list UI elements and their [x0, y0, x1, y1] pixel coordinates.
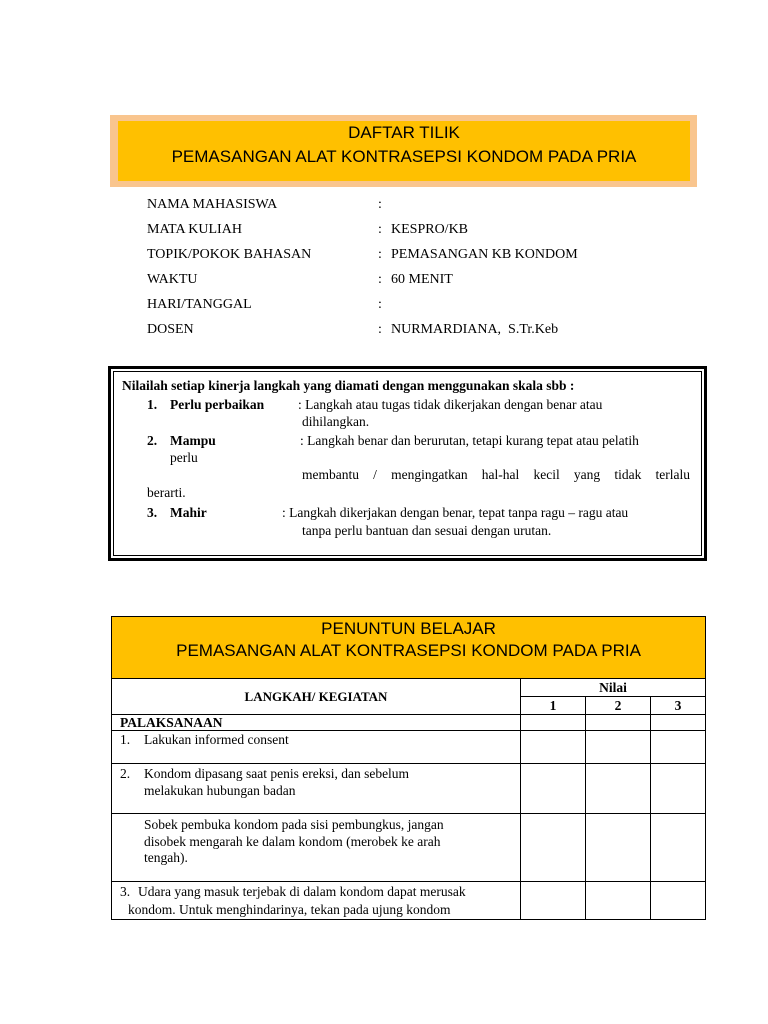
checklist-title-band [118, 121, 690, 181]
table-title-line: PENUNTUN BELAJAR [321, 619, 496, 638]
scale-item-desc: dihilangkan. [302, 414, 370, 429]
score-cell [586, 731, 651, 764]
table-row [112, 814, 706, 882]
step-text: kondom. Untuk menghindarinya, tekan pada ujung kondom [128, 902, 451, 917]
info-separator: : [378, 246, 382, 262]
score-level-header: 3 [651, 697, 706, 715]
step-text: Kondom dipasang saat penis ereksi, dan sebelum [144, 766, 410, 781]
info-value: 60 MENIT [391, 271, 453, 287]
info-separator: : [378, 221, 382, 237]
step-cell [112, 731, 521, 764]
info-row-time [0, 267, 768, 292]
step-number: 2. [120, 766, 131, 781]
scale-item-desc: tanpa perlu bantuan dan sesuai dengan urutan. [302, 523, 552, 538]
scale-item-term: Perlu perbaikan [170, 397, 265, 412]
info-row-student-name [0, 192, 768, 217]
score-cell [651, 764, 706, 814]
info-label: NAMA MAHASISWA [147, 196, 278, 212]
info-row-date [0, 292, 768, 317]
info-label: MATA KULIAH [147, 221, 242, 237]
table-row [112, 731, 706, 764]
section-header: PALAKSANAAN [112, 715, 521, 731]
info-label: HARI/TANGGAL [147, 296, 252, 312]
score-cell [586, 882, 651, 920]
step-text: Lakukan informed consent [144, 732, 289, 747]
scale-item-number: 2. [147, 433, 158, 448]
score-cell [651, 814, 706, 882]
learning-guide-table [111, 616, 706, 920]
info-value: NURMARDIANA, S.Tr.Keb [391, 321, 559, 337]
step-text: disobek mengarah ke dalam kondom (merobek ke arah [144, 833, 441, 849]
checklist-subtitle: PEMASANGAN ALAT KONTRASEPSI KONDOM PADA PRIA [171, 147, 637, 166]
score-cell [586, 814, 651, 882]
table-title [112, 617, 706, 679]
score-cell [521, 882, 586, 920]
scale-item-term: Mahir [170, 505, 207, 520]
scale-item-number: 1. [147, 397, 158, 412]
info-row-lecturer [0, 317, 768, 342]
step-column-header: LANGKAH/ KEGIATAN [112, 679, 521, 715]
info-label: TOPIK/POKOK BAHASAN [147, 246, 312, 262]
step-number: 1. [120, 732, 131, 747]
score-cell [651, 882, 706, 920]
score-cell [651, 715, 706, 731]
info-separator: : [378, 321, 382, 337]
info-separator: : [378, 196, 382, 212]
info-separator: : [378, 296, 382, 312]
info-separator: : [378, 271, 382, 287]
score-cell [521, 764, 586, 814]
table-title-row [112, 617, 706, 679]
step-cell [112, 882, 521, 920]
step-cell [112, 814, 521, 882]
rating-scale-box [108, 366, 707, 561]
checklist-title: DAFTAR TILIK [348, 123, 460, 142]
table-row [112, 882, 706, 920]
score-level-header: 1 [521, 697, 586, 715]
score-column-header: Nilai [521, 679, 706, 697]
info-value: PEMASANGAN KB KONDOM [391, 246, 578, 262]
table-header-row [112, 679, 706, 697]
step-number: 3. [120, 884, 131, 899]
step-text: Sobek pembuka kondom pada sisi pembungkus, jangan [144, 817, 444, 832]
score-level-header: 2 [586, 697, 651, 715]
info-value: KESPRO/KB [391, 221, 469, 237]
scale-item-desc: perlu [170, 450, 198, 465]
scale-item-desc: : Langkah atau tugas tidak dikerjakan dengan benar atau [298, 397, 603, 412]
score-cell [586, 764, 651, 814]
step-text: Udara yang masuk terjebak di dalam kondom dapat merusak [138, 884, 466, 899]
score-cell [651, 731, 706, 764]
scale-item-desc: membantu / mengingatkan hal-hal kecil yang tidak terlalu [302, 467, 690, 482]
step-cell [112, 764, 521, 814]
info-label: DOSEN [147, 321, 194, 337]
info-row-topic [0, 242, 768, 267]
info-row-course [0, 217, 768, 242]
scale-item-term: Mampu [170, 433, 216, 448]
table-row [112, 764, 706, 814]
step-text: tengah). [144, 850, 188, 865]
scale-item-desc: : Langkah benar dan berurutan, tetapi kurang tepat atau pelatih [300, 433, 639, 448]
table-title-line: PEMASANGAN ALAT KONTRASEPSI KONDOM PADA PRIA [176, 641, 641, 660]
step-text: melakukan hubungan badan [144, 782, 296, 798]
scale-item-desc: berarti. [147, 485, 186, 500]
rating-scale-intro: Nilailah setiap kinerja langkah yang diamati dengan menggunakan skala sbb : [122, 378, 575, 393]
score-cell [586, 715, 651, 731]
score-cell [521, 814, 586, 882]
checklist-title-box [110, 115, 697, 187]
scale-item-desc: : Langkah dikerjakan dengan benar, tepat tanpa ragu – ragu atau [282, 505, 629, 520]
info-label: WAKTU [147, 271, 198, 287]
score-cell [521, 715, 586, 731]
section-row [112, 715, 706, 731]
score-cell [521, 731, 586, 764]
scale-item-number: 3. [147, 505, 158, 520]
